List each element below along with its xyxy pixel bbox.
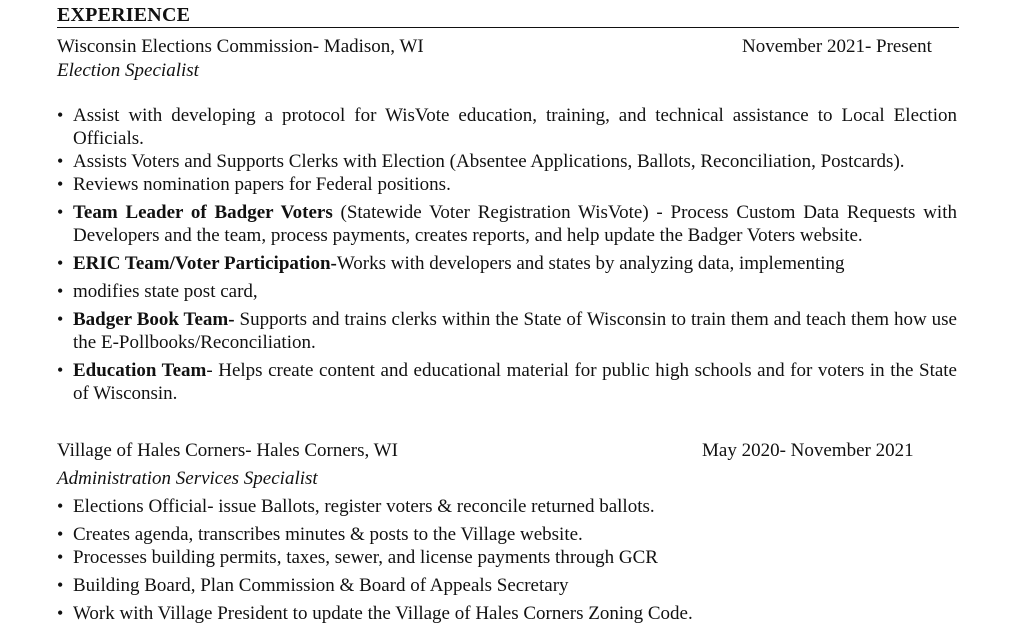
bullet-marker: • — [57, 202, 64, 222]
section-heading: EXPERIENCE — [57, 4, 191, 26]
bullet-body: Processes building permits, taxes, sewer, and license payments through GCR — [73, 547, 658, 568]
job-title: Election Specialist — [57, 60, 199, 81]
bullet-marker: • — [57, 253, 64, 273]
bullet-marker: • — [57, 174, 64, 194]
section-divider — [57, 27, 959, 28]
bullet-body: Assists Voters and Supports Clerks with Election (Absentee Applications, Ballots, Reconciliation, Postcards). — [73, 151, 905, 172]
bullet-body: Supports and trains clerks within the State of Wisconsin to train them and teach them how use the E-Pollbooks/Reconciliation. — [73, 309, 957, 353]
bullet-marker: • — [57, 547, 64, 567]
bullet-body: Work with Village President to update the Village of Hales Corners Zoning Code. — [73, 603, 693, 624]
bullet-body: (Statewide Voter Registration WisVote) - Process Custom Data Requests with Developers and the team, process payments, creates reports, and help update the Badger Voters website. — [73, 202, 957, 246]
bullet-marker: • — [57, 105, 64, 125]
job-dates: November 2021- Present — [742, 36, 932, 57]
bullet-text — [73, 201, 957, 247]
bullet-text — [73, 150, 905, 173]
bullet-body: Assist with developing a protocol for WisVote education, training, and technical assistance to Local Election Officials. — [73, 105, 957, 149]
bullet-bold: Education Team — [73, 360, 207, 381]
bullet-text — [73, 546, 658, 569]
bullet-bold: Team Leader of Badger Voters — [73, 202, 333, 223]
bullet-bold: Badger Book Team- — [73, 309, 235, 330]
bullet-body: Building Board, Plan Commission & Board of Appeals Secretary — [73, 575, 569, 596]
bullet-text — [73, 173, 451, 196]
bullet-marker: • — [57, 360, 64, 380]
bullet-text — [73, 602, 693, 625]
bullet-marker: • — [57, 309, 64, 329]
bullet-text — [73, 574, 569, 597]
bullet-text — [73, 308, 957, 354]
bullet-marker: • — [57, 281, 64, 301]
bullet-marker: • — [57, 603, 64, 623]
job-title: Administration Services Specialist — [57, 468, 318, 489]
bullet-bold: ERIC Team/Voter Participation- — [73, 253, 337, 274]
job-organization: Wisconsin Elections Commission- Madison, WI — [57, 36, 424, 57]
bullet-text — [73, 523, 583, 546]
bullet-body: Elections Official- issue Ballots, register voters & reconcile returned ballots. — [73, 496, 655, 517]
bullet-text — [73, 252, 845, 275]
bullet-marker: • — [57, 575, 64, 595]
bullet-body: Creates agenda, transcribes minutes & posts to the Village website. — [73, 524, 583, 545]
job-dates: May 2020- November 2021 — [702, 440, 914, 461]
job-organization: Village of Hales Corners- Hales Corners, WI — [57, 440, 398, 461]
bullet-body: modifies state post card, — [73, 281, 258, 302]
bullet-text — [73, 280, 258, 303]
bullet-marker: • — [57, 496, 64, 516]
bullet-body: Reviews nomination papers for Federal positions. — [73, 174, 451, 195]
bullet-text — [73, 104, 957, 150]
bullet-text — [73, 495, 655, 518]
bullet-body: Works with developers and states by analyzing data, implementing — [336, 253, 845, 274]
bullet-marker: • — [57, 524, 64, 544]
bullet-text — [73, 359, 957, 405]
bullet-body: - Helps create content and educational material for public high schools and for voters in the State of Wisconsin. — [73, 360, 957, 404]
bullet-marker: • — [57, 151, 64, 171]
